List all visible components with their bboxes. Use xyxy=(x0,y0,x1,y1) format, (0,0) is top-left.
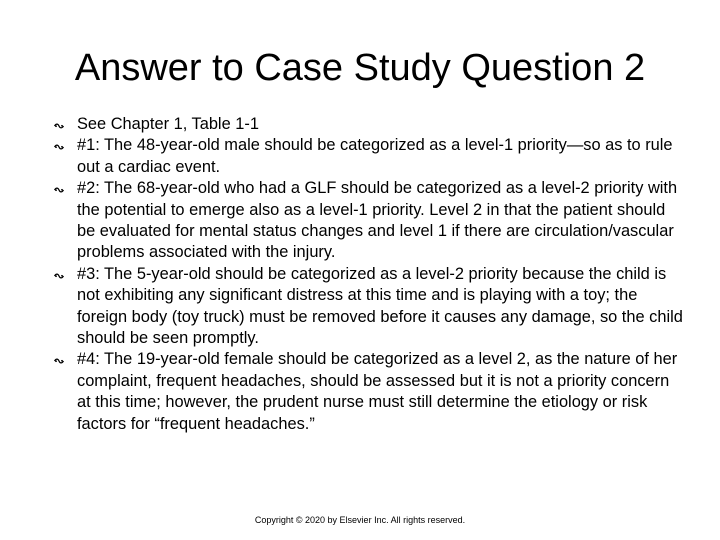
slide-title: Answer to Case Study Question 2 xyxy=(74,47,646,89)
fleuron-bullet-icon xyxy=(54,135,66,156)
copyright-footer: Copyright © 2020 by Elsevier Inc. All rights reserved. xyxy=(254,515,466,525)
fleuron-bullet-icon xyxy=(54,114,66,135)
fleuron-bullet-icon xyxy=(54,264,66,285)
bullet-text: See Chapter 1, Table 1-1 xyxy=(77,115,259,133)
bullet-text: #4: The 19-year-old female should be categorized as a level 2, as the nature of her complaint, frequent headaches, should be assessed but it is not a priority concern at this time; however, the prudent nurse must still determine the etiology or risk factors for “frequent headaches.” xyxy=(77,350,678,433)
bullet-item xyxy=(54,264,684,350)
fleuron-bullet-icon xyxy=(54,349,66,370)
bullet-item xyxy=(54,135,684,178)
bullet-list xyxy=(54,114,684,435)
fleuron-bullet-icon xyxy=(54,178,66,199)
bullet-item xyxy=(54,178,684,264)
bullet-item xyxy=(54,349,684,435)
bullet-item xyxy=(54,114,684,135)
bullet-text: #2: The 68-year-old who had a GLF should be categorized as a level-2 priority with the potential to emerge also as a level-1 priority. Level 2 in that the patient should be evaluated for mental status changes and level 1 if there are circulation/vascular problems associated with the injury. xyxy=(77,179,678,262)
bullet-text: #3: The 5-year-old should be categorized as a level-2 priority because the child is not exhibiting any significant distress at this time and is playing with a toy; the foreign body (toy truck) must be removed before it causes any damage, so the child should be seen promptly. xyxy=(77,264,683,348)
bullet-text: #1: The 48-year-old male should be categorized as a level-1 priority—so as to rule out a cardiac event. xyxy=(77,136,673,176)
